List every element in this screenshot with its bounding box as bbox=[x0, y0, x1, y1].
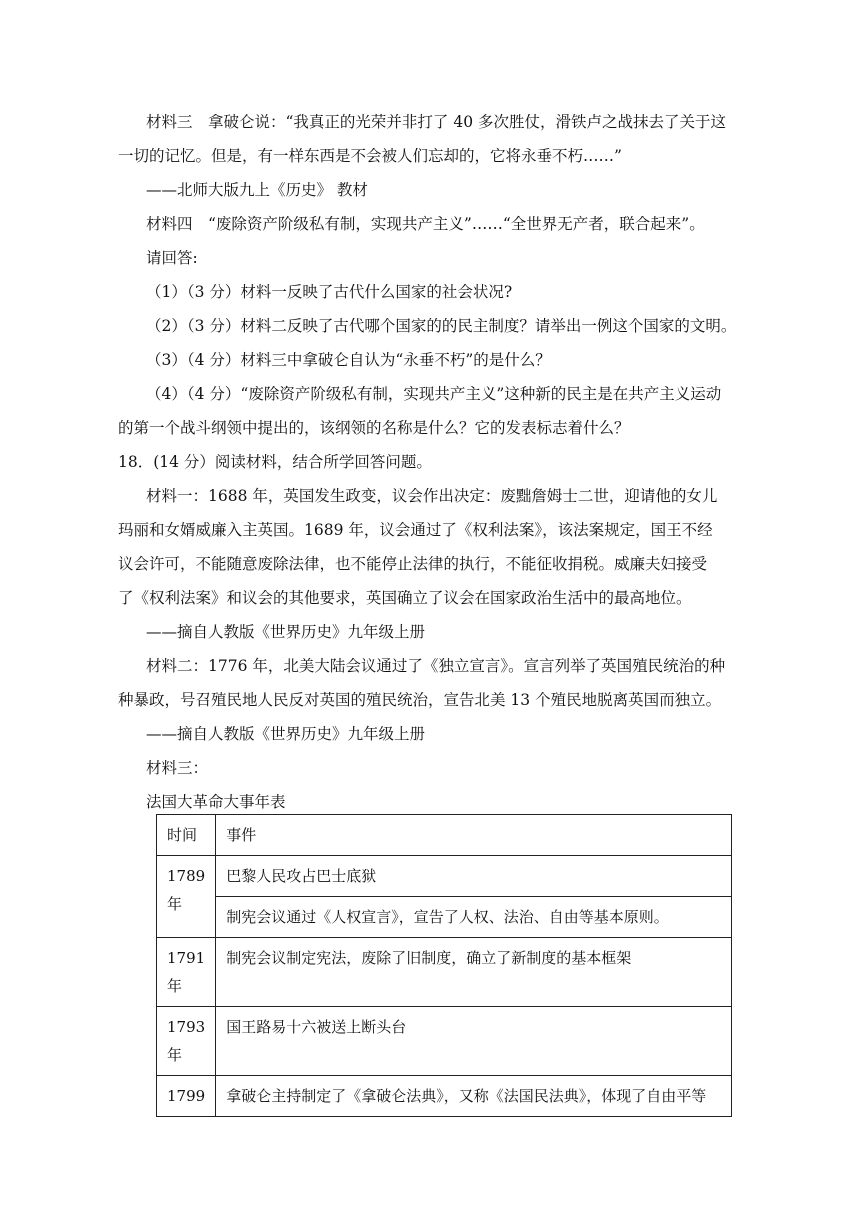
material-4: 材料四 “废除资产阶级私有制，实现共产主义”……“全世界无产者，联合起来”。 bbox=[146, 215, 705, 233]
table-row bbox=[157, 938, 732, 1007]
material-1-line-1: 材料一：1688 年，英国发生政变，议会作出决定：废黜詹姆士二世，迎请他的女儿 bbox=[146, 487, 718, 505]
row-1-event-b: 制宪会议通过《人权宣言》，宣告了人权、法治、自由等基本原则。 bbox=[216, 897, 732, 938]
row-3-event: 国王路易十六被送上断头台 bbox=[216, 1007, 732, 1076]
material-2-line-1: 材料二：1776 年，北美大陆会议通过了《独立宣言》。宣言列举了英国殖民统治的种 bbox=[146, 657, 726, 675]
table-row bbox=[157, 1076, 732, 1117]
table-caption: 法国大革命大事年表 bbox=[146, 793, 286, 811]
row-2-event: 制宪会议制定宪法，废除了旧制度，确立了新制度的基本框架 bbox=[216, 938, 732, 1007]
row-3-year: 1793 年 bbox=[157, 1007, 216, 1076]
table-header-row bbox=[157, 815, 732, 856]
material-3-label: 材料三： bbox=[146, 759, 209, 777]
material-3-source: ——北师大版九上《历史》 教材 bbox=[146, 181, 368, 199]
material-1-line-4: 了《权利法案》和议会的其他要求，英国确立了议会在国家政治生活中的最高地位。 bbox=[118, 589, 692, 607]
question-3: （3）（4 分）材料三中拿破仑自认为“永垂不朽”的是什么？ bbox=[146, 351, 551, 369]
header-event: 事件 bbox=[216, 815, 732, 856]
table-row bbox=[157, 1007, 732, 1076]
row-2-year: 1791 年 bbox=[157, 938, 216, 1007]
question-18-heading: 18．(14 分）阅读材料，结合所学回答问题。 bbox=[118, 453, 432, 471]
question-1: （1）（3 分）材料一反映了古代什么国家的社会状况? bbox=[146, 283, 513, 301]
material-2-line-2: 种暴政，号召殖民地人民反对英国的殖民统治，宣告北美 13 个殖民地脱离英国而独立。 bbox=[118, 691, 722, 709]
please-answer: 请回答: bbox=[146, 249, 198, 267]
question-4-line-1: （4）（4 分）“废除资产阶级私有制，实现共产主义”这种新的民主是在共产主义运动 bbox=[146, 385, 722, 403]
material-2-source: ——摘自人教版《世界历史》九年级上册 bbox=[146, 725, 426, 743]
timeline-table bbox=[156, 814, 732, 1117]
row-1-year: 1789 年 bbox=[157, 856, 216, 938]
material-1-line-2: 玛丽和女婿威廉入主英国。1689 年，议会通过了《权利法案》，该法案规定，国王不经 bbox=[118, 521, 713, 539]
header-time: 时间 bbox=[157, 815, 216, 856]
material-3-line-2: 一切的记忆。但是，有一样东西是不会被人们忘却的，它将永垂不朽……” bbox=[118, 147, 622, 165]
row-4-event: 拿破仑主持制定了《拿破仑法典》，又称《法国民法典》，体现了自由平等 bbox=[216, 1076, 732, 1117]
material-1-line-3: 议会许可，不能随意废除法律，也不能停止法律的执行，不能征收捐税。威廉夫妇接受 bbox=[118, 555, 708, 573]
table-row bbox=[157, 856, 732, 897]
row-1-event-a: 巴黎人民攻占巴士底狱 bbox=[216, 856, 732, 897]
material-3-line-1: 材料三 拿破仑说：“我真正的光荣并非打了 40 多次胜仗，滑铁卢之战抹去了关于这 bbox=[146, 113, 727, 131]
row-4-year: 1799 bbox=[157, 1076, 216, 1117]
table-row bbox=[157, 897, 732, 938]
material-1-source: ——摘自人教版《世界历史》九年级上册 bbox=[146, 623, 426, 641]
question-2: （2）（3 分）材料二反映了古代哪个国家的的民主制度？请举出一例这个国家的文明。 bbox=[146, 317, 737, 335]
question-4-line-2: 的第一个战斗纲领中提出的，该纲领的名称是什么？它的发表标志着什么？ bbox=[118, 419, 630, 437]
